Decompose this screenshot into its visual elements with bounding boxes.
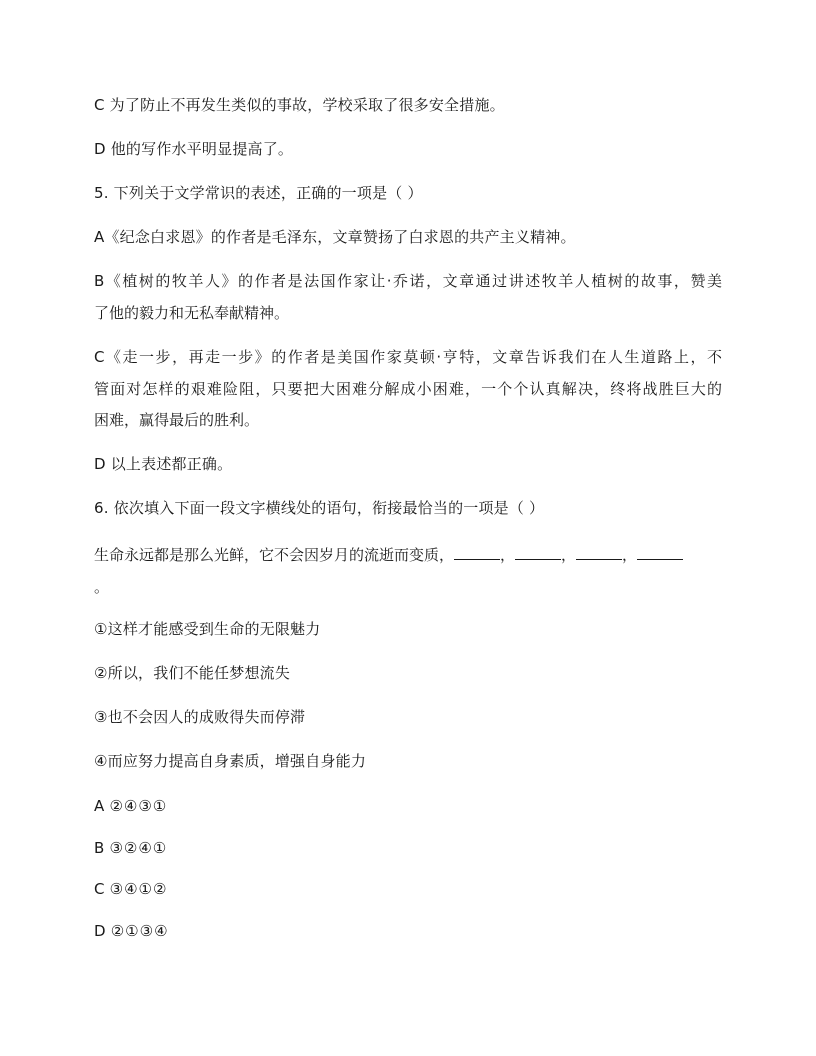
option-label: C	[94, 880, 105, 898]
q5-stem: 5. 下列关于文学常识的表述，正确的一项是（ ）	[94, 184, 423, 202]
q6-option-c	[94, 874, 167, 905]
answer-blank	[637, 541, 683, 560]
q5-option-b-line: B《植树的牧羊人》的作者是法国作家让·乔诺，文章通过讲述牧羊人植树的故事，赞美	[94, 272, 722, 290]
q5-option-d: D 以上表述都正确。	[94, 455, 233, 473]
option-order: ②④③①	[109, 797, 168, 815]
answer-blank	[515, 541, 561, 560]
q6-passage-period: 。	[94, 577, 110, 596]
q6-sentence-4: ④而应努力提高自身素质，增强自身能力	[94, 752, 367, 770]
comma: ，	[500, 546, 516, 564]
option-order: ③②④①	[109, 839, 168, 857]
q6-sentence-2: ②所以，我们不能任梦想流失	[94, 664, 291, 682]
comma: ，	[622, 546, 638, 564]
option-order: ③④①②	[109, 880, 168, 898]
comma: ，	[561, 546, 577, 564]
option-label: D	[94, 922, 106, 940]
q6-option-b	[94, 833, 167, 864]
answer-blank	[576, 541, 622, 560]
option-label: B	[94, 839, 105, 857]
q5-option-a: A《纪念白求恩》的作者是毛泽东，文章赞扬了白求恩的共产主义精神。	[94, 228, 576, 246]
option-order: ②①③④	[110, 922, 169, 940]
q5-option-c-line: 困难，赢得最后的胜利。	[94, 411, 260, 429]
q6-sentence-1: ①这样才能感受到生命的无限魅力	[94, 620, 321, 638]
q4-option-d: D 他的写作水平明显提高了。	[94, 140, 294, 158]
q6-option-d	[94, 916, 169, 947]
q4-option-c: C 为了防止不再发生类似的事故，学校采取了很多安全措施。	[94, 96, 505, 114]
q5-option-c-line: C《走一步，再走一步》的作者是美国作家莫顿·亨特，文章告诉我们在人生道路上，不	[94, 348, 722, 366]
q6-passage-text: 生命永远都是那么光鲜，它不会因岁月的流逝而变质，	[94, 546, 455, 564]
document-page	[94, 0, 722, 1056]
q5-option-b-line: 了他的毅力和无私奉献精神。	[94, 303, 290, 322]
q6-sentence-3: ③也不会因人的成败得失而停滞	[94, 708, 306, 726]
q5-option-c-line: 管面对怎样的艰难险阻，只要把大困难分解成小困难，一个个认真解决，终将战胜巨大的	[94, 379, 722, 398]
q6-option-a	[94, 791, 167, 822]
q5-option-b	[94, 266, 722, 329]
answer-blank	[454, 541, 500, 560]
q6-stem: 6. 依次填入下面一段文字横线处的语句，衔接最恰当的一项是（ ）	[94, 499, 545, 517]
option-label: A	[94, 797, 105, 815]
q5-option-c	[94, 342, 722, 437]
q6-passage	[94, 540, 722, 603]
